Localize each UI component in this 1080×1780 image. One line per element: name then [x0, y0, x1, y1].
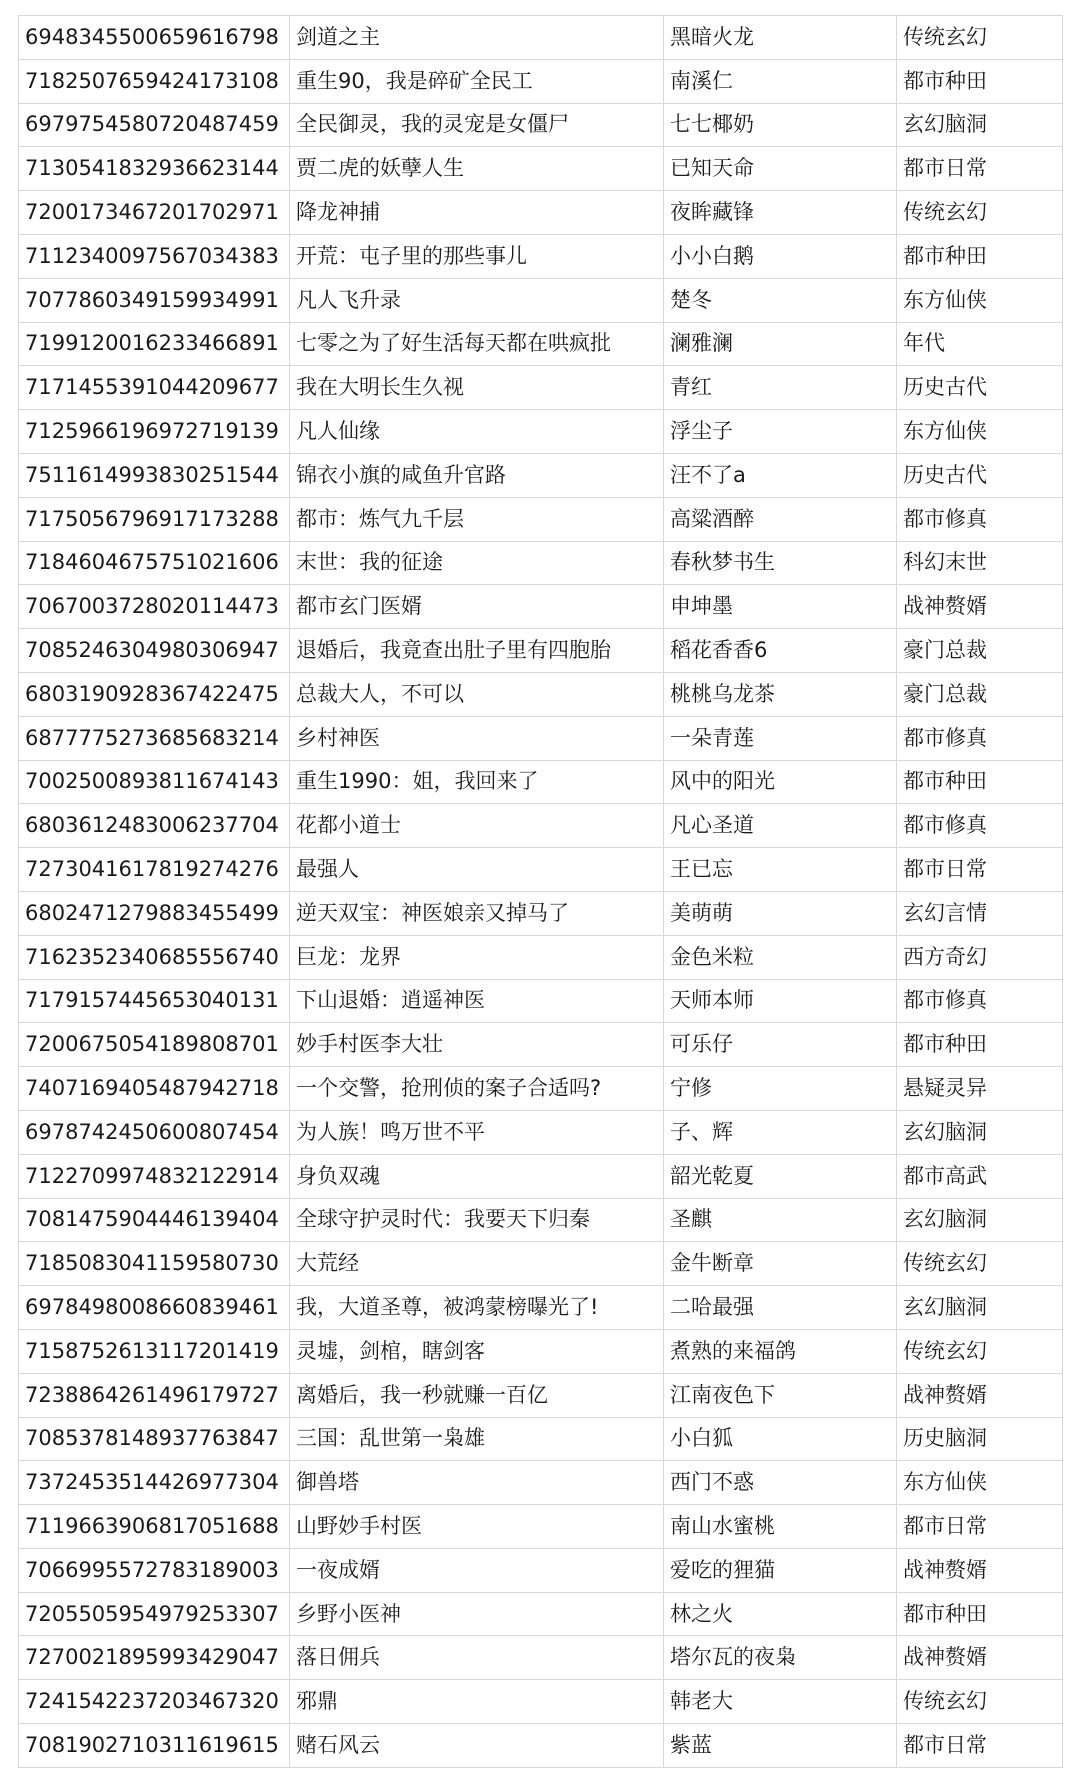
- book-author-cell[interactable]: 小小白鹅: [664, 234, 897, 278]
- book-author-cell[interactable]: 塔尔瓦的夜枭: [664, 1636, 897, 1680]
- book-author-cell[interactable]: 美萌萌: [664, 891, 897, 935]
- book-id-cell[interactable]: 7081475904446139404: [19, 1198, 290, 1242]
- book-id-cell[interactable]: 6978742450600807454: [19, 1110, 290, 1154]
- book-id-cell[interactable]: 7179157445653040131: [19, 979, 290, 1023]
- book-author-cell[interactable]: 宁修: [664, 1067, 897, 1111]
- book-genre-cell[interactable]: 历史古代: [897, 366, 1063, 410]
- table-row: [19, 103, 1063, 147]
- book-author-cell[interactable]: 金牛断章: [664, 1242, 897, 1286]
- book-title-cell[interactable]: 全民御灵，我的灵宠是女僵尸: [290, 103, 664, 147]
- book-genre-cell[interactable]: 传统玄幻: [897, 1680, 1063, 1724]
- book-id-cell[interactable]: 7122709974832122914: [19, 1154, 290, 1198]
- book-author-cell[interactable]: 林之火: [664, 1592, 897, 1636]
- table-row: [19, 804, 1063, 848]
- table-row: [19, 1329, 1063, 1373]
- table-row: [19, 322, 1063, 366]
- table-row: [19, 1461, 1063, 1505]
- book-title-cell[interactable]: 乡野小医神: [290, 1592, 664, 1636]
- book-id-cell[interactable]: 7077860349159934991: [19, 278, 290, 322]
- book-genre-cell[interactable]: 战神赘婿: [897, 1636, 1063, 1680]
- book-author-cell[interactable]: 韩老大: [664, 1680, 897, 1724]
- book-id-cell[interactable]: 7511614993830251544: [19, 453, 290, 497]
- table-body: [19, 16, 1063, 1768]
- book-title-cell[interactable]: 凡人飞升录: [290, 278, 664, 322]
- book-id-cell[interactable]: 6979754580720487459: [19, 103, 290, 147]
- book-genre-cell[interactable]: 东方仙侠: [897, 278, 1063, 322]
- book-title-cell[interactable]: 退婚后，我竟查出肚子里有四胞胎: [290, 629, 664, 673]
- book-title-cell[interactable]: 全球守护灵时代：我要天下归秦: [290, 1198, 664, 1242]
- table-row: [19, 1548, 1063, 1592]
- book-genre-cell[interactable]: 玄幻脑洞: [897, 1198, 1063, 1242]
- book-id-cell[interactable]: 7241542237203467320: [19, 1680, 290, 1724]
- book-id-cell[interactable]: 7238864261496179727: [19, 1373, 290, 1417]
- book-title-cell[interactable]: 乡村神医: [290, 716, 664, 760]
- book-title-cell[interactable]: 重生90，我是碎矿全民工: [290, 59, 664, 103]
- table-row: [19, 935, 1063, 979]
- book-author-cell[interactable]: 金色米粒: [664, 935, 897, 979]
- table-row: [19, 760, 1063, 804]
- book-author-cell[interactable]: 可乐仔: [664, 1023, 897, 1067]
- book-author-cell[interactable]: 小白狐: [664, 1417, 897, 1461]
- table-row: [19, 497, 1063, 541]
- table-row: [19, 453, 1063, 497]
- book-title-cell[interactable]: 离婚后，我一秒就赚一百亿: [290, 1373, 664, 1417]
- book-author-cell[interactable]: 煮熟的来福鸽: [664, 1329, 897, 1373]
- book-author-cell[interactable]: 稻花香香6: [664, 629, 897, 673]
- book-title-cell[interactable]: 一个交警，抢刑侦的案子合适吗?: [290, 1067, 664, 1111]
- table-row: [19, 716, 1063, 760]
- book-genre-cell[interactable]: 都市种田: [897, 1592, 1063, 1636]
- book-id-cell[interactable]: 7273041617819274276: [19, 848, 290, 892]
- table-row: [19, 366, 1063, 410]
- book-author-cell[interactable]: 楚冬: [664, 278, 897, 322]
- book-genre-cell[interactable]: 都市种田: [897, 760, 1063, 804]
- book-id-cell[interactable]: 7270021895993429047: [19, 1636, 290, 1680]
- book-title-cell[interactable]: 逆天双宝：神医娘亲又掉马了: [290, 891, 664, 935]
- book-genre-cell[interactable]: 东方仙侠: [897, 1461, 1063, 1505]
- book-id-cell[interactable]: 6803190928367422475: [19, 672, 290, 716]
- table-row: [19, 672, 1063, 716]
- book-author-cell[interactable]: 黑暗火龙: [664, 16, 897, 60]
- book-author-cell[interactable]: 浮尘子: [664, 410, 897, 454]
- book-genre-cell[interactable]: 玄幻脑洞: [897, 1110, 1063, 1154]
- book-genre-cell[interactable]: 都市修真: [897, 497, 1063, 541]
- book-id-cell[interactable]: 7130541832936623144: [19, 147, 290, 191]
- book-author-cell[interactable]: 爱吃的狸猫: [664, 1548, 897, 1592]
- book-title-cell[interactable]: 御兽塔: [290, 1461, 664, 1505]
- book-genre-cell[interactable]: 都市日常: [897, 147, 1063, 191]
- book-id-cell[interactable]: 7085378148937763847: [19, 1417, 290, 1461]
- table-row: [19, 1417, 1063, 1461]
- book-id-cell[interactable]: 7200173467201702971: [19, 191, 290, 235]
- book-author-cell[interactable]: 王已忘: [664, 848, 897, 892]
- book-id-cell[interactable]: 7066995572783189003: [19, 1548, 290, 1592]
- book-id-cell[interactable]: 7205505954979253307: [19, 1592, 290, 1636]
- table-row: [19, 1592, 1063, 1636]
- book-title-cell[interactable]: 大荒经: [290, 1242, 664, 1286]
- table-row: [19, 147, 1063, 191]
- book-id-cell[interactable]: 6978498008660839461: [19, 1286, 290, 1330]
- book-title-cell[interactable]: 都市玄门医婿: [290, 585, 664, 629]
- book-genre-cell[interactable]: 年代: [897, 322, 1063, 366]
- book-id-cell[interactable]: 7200675054189808701: [19, 1023, 290, 1067]
- book-genre-cell[interactable]: 都市种田: [897, 1023, 1063, 1067]
- book-author-cell[interactable]: 子、辉: [664, 1110, 897, 1154]
- book-id-cell[interactable]: 7119663906817051688: [19, 1505, 290, 1549]
- table-row: [19, 1636, 1063, 1680]
- book-title-cell[interactable]: 都市：炼气九千层: [290, 497, 664, 541]
- book-title-cell[interactable]: 花都小道士: [290, 804, 664, 848]
- book-title-cell[interactable]: 总裁大人，不可以: [290, 672, 664, 716]
- table-row: [19, 191, 1063, 235]
- book-title-cell[interactable]: 剑道之主: [290, 16, 664, 60]
- book-id-cell[interactable]: 7171455391044209677: [19, 366, 290, 410]
- book-genre-cell[interactable]: 传统玄幻: [897, 191, 1063, 235]
- book-id-cell[interactable]: 7085246304980306947: [19, 629, 290, 673]
- book-genre-cell[interactable]: 传统玄幻: [897, 16, 1063, 60]
- table-row: [19, 541, 1063, 585]
- book-id-cell[interactable]: 6803612483006237704: [19, 804, 290, 848]
- book-genre-cell[interactable]: 都市日常: [897, 1724, 1063, 1768]
- table-row: [19, 1023, 1063, 1067]
- book-author-cell[interactable]: 澜雅澜: [664, 322, 897, 366]
- book-id-cell[interactable]: 7175056796917173288: [19, 497, 290, 541]
- book-author-cell[interactable]: 圣麒: [664, 1198, 897, 1242]
- table-row: [19, 59, 1063, 103]
- book-title-cell[interactable]: 重生1990：姐，我回来了: [290, 760, 664, 804]
- book-title-cell[interactable]: 降龙神捕: [290, 191, 664, 235]
- book-id-cell[interactable]: 7002500893811674143: [19, 760, 290, 804]
- book-title-cell[interactable]: 山野妙手村医: [290, 1505, 664, 1549]
- book-author-cell[interactable]: 西门不惑: [664, 1461, 897, 1505]
- book-genre-cell[interactable]: 玄幻言情: [897, 891, 1063, 935]
- book-genre-cell[interactable]: 东方仙侠: [897, 410, 1063, 454]
- table-row: [19, 1680, 1063, 1724]
- book-genre-cell[interactable]: 都市日常: [897, 848, 1063, 892]
- book-author-cell[interactable]: 南溪仁: [664, 59, 897, 103]
- book-title-cell[interactable]: 为人族！鸣万世不平: [290, 1110, 664, 1154]
- book-title-cell[interactable]: 下山退婚：逍遥神医: [290, 979, 664, 1023]
- book-id-cell[interactable]: 6802471279883455499: [19, 891, 290, 935]
- book-title-cell[interactable]: 邪鼎: [290, 1680, 664, 1724]
- book-genre-cell[interactable]: 都市修真: [897, 979, 1063, 1023]
- book-author-cell[interactable]: 桃桃乌龙茶: [664, 672, 897, 716]
- book-genre-cell[interactable]: 西方奇幻: [897, 935, 1063, 979]
- book-title-cell[interactable]: 妙手村医李大壮: [290, 1023, 664, 1067]
- book-id-cell[interactable]: 7372453514426977304: [19, 1461, 290, 1505]
- table-row: [19, 1067, 1063, 1111]
- book-genre-cell[interactable]: 传统玄幻: [897, 1329, 1063, 1373]
- book-title-cell[interactable]: 最强人: [290, 848, 664, 892]
- book-title-cell[interactable]: 锦衣小旗的咸鱼升官路: [290, 453, 664, 497]
- book-author-cell[interactable]: 七七椰奶: [664, 103, 897, 147]
- table-row: [19, 1724, 1063, 1768]
- book-genre-cell[interactable]: 都市高武: [897, 1154, 1063, 1198]
- book-title-cell[interactable]: 三国：乱世第一枭雄: [290, 1417, 664, 1461]
- table-row: [19, 848, 1063, 892]
- book-genre-cell[interactable]: 玄幻脑洞: [897, 103, 1063, 147]
- book-title-cell[interactable]: 我在大明长生久视: [290, 366, 664, 410]
- book-genre-cell[interactable]: 战神赘婿: [897, 585, 1063, 629]
- book-genre-cell[interactable]: 悬疑灵异: [897, 1067, 1063, 1111]
- book-title-cell[interactable]: 灵墟，剑棺，瞎剑客: [290, 1329, 664, 1373]
- book-id-cell[interactable]: 6948345500659616798: [19, 16, 290, 60]
- book-author-cell[interactable]: 江南夜色下: [664, 1373, 897, 1417]
- table-row: [19, 1198, 1063, 1242]
- book-id-cell[interactable]: 7081902710311619615: [19, 1724, 290, 1768]
- book-author-cell[interactable]: 紫蓝: [664, 1724, 897, 1768]
- book-title-cell[interactable]: 七零之为了好生活每天都在哄疯批: [290, 322, 664, 366]
- book-author-cell[interactable]: 已知天命: [664, 147, 897, 191]
- book-title-cell[interactable]: 赌石风云: [290, 1724, 664, 1768]
- book-genre-cell[interactable]: 历史脑洞: [897, 1417, 1063, 1461]
- book-author-cell[interactable]: 风中的阳光: [664, 760, 897, 804]
- book-genre-cell[interactable]: 都市日常: [897, 1505, 1063, 1549]
- table-row: [19, 16, 1063, 60]
- book-id-cell[interactable]: 7067003728020114473: [19, 585, 290, 629]
- table-row: [19, 234, 1063, 278]
- book-author-cell[interactable]: 汪不了a: [664, 453, 897, 497]
- book-id-cell[interactable]: 7125966196972719139: [19, 410, 290, 454]
- book-id-cell[interactable]: 7182507659424173108: [19, 59, 290, 103]
- table-row: [19, 891, 1063, 935]
- book-table: [18, 15, 1063, 1768]
- table-row: [19, 1242, 1063, 1286]
- book-author-cell[interactable]: 凡心圣道: [664, 804, 897, 848]
- book-author-cell[interactable]: 一朵青莲: [664, 716, 897, 760]
- book-author-cell[interactable]: 春秋梦书生: [664, 541, 897, 585]
- table-row: [19, 1505, 1063, 1549]
- book-author-cell[interactable]: 申坤墨: [664, 585, 897, 629]
- table-row: [19, 1286, 1063, 1330]
- book-genre-cell[interactable]: 玄幻脑洞: [897, 1286, 1063, 1330]
- book-title-cell[interactable]: 身负双魂: [290, 1154, 664, 1198]
- book-author-cell[interactable]: 韶光乾夏: [664, 1154, 897, 1198]
- book-title-cell[interactable]: 开荒：屯子里的那些事儿: [290, 234, 664, 278]
- book-genre-cell[interactable]: 都市修真: [897, 716, 1063, 760]
- table-row: [19, 979, 1063, 1023]
- book-genre-cell[interactable]: 豪门总裁: [897, 629, 1063, 673]
- book-genre-cell[interactable]: 豪门总裁: [897, 672, 1063, 716]
- table-row: [19, 585, 1063, 629]
- book-author-cell[interactable]: 青红: [664, 366, 897, 410]
- book-genre-cell[interactable]: 科幻末世: [897, 541, 1063, 585]
- book-author-cell[interactable]: 二哈最强: [664, 1286, 897, 1330]
- book-title-cell[interactable]: 落日佣兵: [290, 1636, 664, 1680]
- book-author-cell[interactable]: 南山水蜜桃: [664, 1505, 897, 1549]
- book-genre-cell[interactable]: 都市种田: [897, 59, 1063, 103]
- book-id-cell[interactable]: 7112340097567034383: [19, 234, 290, 278]
- table-row: [19, 278, 1063, 322]
- spreadsheet: [18, 15, 1062, 1768]
- book-title-cell[interactable]: 凡人仙缘: [290, 410, 664, 454]
- book-author-cell[interactable]: 高粱酒醉: [664, 497, 897, 541]
- book-id-cell[interactable]: 7184604675751021606: [19, 541, 290, 585]
- book-genre-cell[interactable]: 战神赘婿: [897, 1373, 1063, 1417]
- book-genre-cell[interactable]: 都市种田: [897, 234, 1063, 278]
- table-row: [19, 410, 1063, 454]
- book-author-cell[interactable]: 夜眸藏锋: [664, 191, 897, 235]
- book-genre-cell[interactable]: 都市修真: [897, 804, 1063, 848]
- book-title-cell[interactable]: 巨龙：龙界: [290, 935, 664, 979]
- book-id-cell[interactable]: 7407169405487942718: [19, 1067, 290, 1111]
- book-genre-cell[interactable]: 传统玄幻: [897, 1242, 1063, 1286]
- book-genre-cell[interactable]: 战神赘婿: [897, 1548, 1063, 1592]
- book-id-cell[interactable]: 7162352340685556740: [19, 935, 290, 979]
- book-title-cell[interactable]: 一夜成婿: [290, 1548, 664, 1592]
- book-title-cell[interactable]: 贾二虎的妖孽人生: [290, 147, 664, 191]
- table-row: [19, 1373, 1063, 1417]
- book-genre-cell[interactable]: 历史古代: [897, 453, 1063, 497]
- table-row: [19, 1110, 1063, 1154]
- table-row: [19, 629, 1063, 673]
- book-id-cell[interactable]: 6877775273685683214: [19, 716, 290, 760]
- table-row: [19, 1154, 1063, 1198]
- book-title-cell[interactable]: 我，大道圣尊，被鸿蒙榜曝光了!: [290, 1286, 664, 1330]
- book-author-cell[interactable]: 天师本师: [664, 979, 897, 1023]
- book-title-cell[interactable]: 末世：我的征途: [290, 541, 664, 585]
- book-id-cell[interactable]: 7199120016233466891: [19, 322, 290, 366]
- book-id-cell[interactable]: 7158752613117201419: [19, 1329, 290, 1373]
- book-id-cell[interactable]: 7185083041159580730: [19, 1242, 290, 1286]
